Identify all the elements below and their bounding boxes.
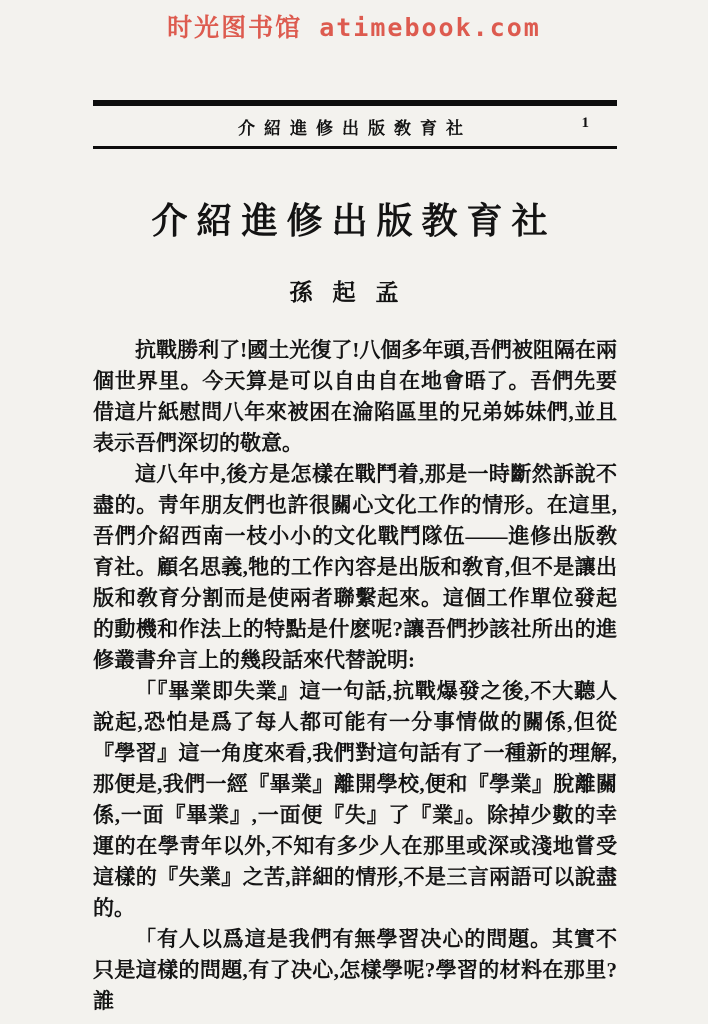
running-head (93, 100, 617, 149)
article-author: 孫起孟 (289, 280, 419, 305)
article-body (93, 335, 617, 1017)
watermark-banner: 时光图书馆 atimebook.com (167, 13, 541, 42)
article-title: 介紹進修出版教育社 (151, 201, 557, 241)
running-head-title: 介紹進修出版敎育社 (238, 119, 472, 138)
paragraph: 「『畢業即失業』這一句話,抗戰爆發之後,不大聽人說起,恐怕是爲了每人都可能有一分事情做的關係,但從『學習』這一角度來看,我們對這句話有了一種新的理解,那便是,我們一經『畢業』離開學校,便和『學業』脫離關係,一面『畢業』,一面便『失』了『業』。除掉少數的幸運的在學靑年以外,不知有多少人在那里或深或淺地嘗受這樣的『失業』之苦,詳細的情形,不是三言兩語可以說盡的。 (93, 679, 617, 920)
paragraph: 「有人以爲這是我們有無學習决心的問題。其實不只是這樣的問題,有了决心,怎樣學呢?學習的材料在那里?誰 (93, 927, 617, 1013)
page-number: 1 (581, 115, 589, 131)
paragraph: 這八年中,後方是怎樣在戰鬥着,那是一時斷然訴說不盡的。靑年朋友們也許很關心文化工作的情形。在這里,吾們介紹西南一枝小小的文化戰鬥隊伍——進修出版敎育社。顧名思義,牠的工作內容是出版和敎育,但不是讓出版和敎育分割而是使兩者聯繫起來。這個工作單位發起的動機和作法上的特點是什麽呢?讓吾們抄該社所出的進修叢書弁言上的幾段話來代替說明: (93, 462, 617, 672)
paragraph: 抗戰勝利了!國土光復了!八個多年頭,吾們被阻隔在兩個世界里。今天算是可以自由自在地會晤了。吾們先要借這片紙慰問八年來被困在淪陷區里的兄弟姊妹們,並且表示吾們深切的敬意。 (93, 338, 617, 455)
